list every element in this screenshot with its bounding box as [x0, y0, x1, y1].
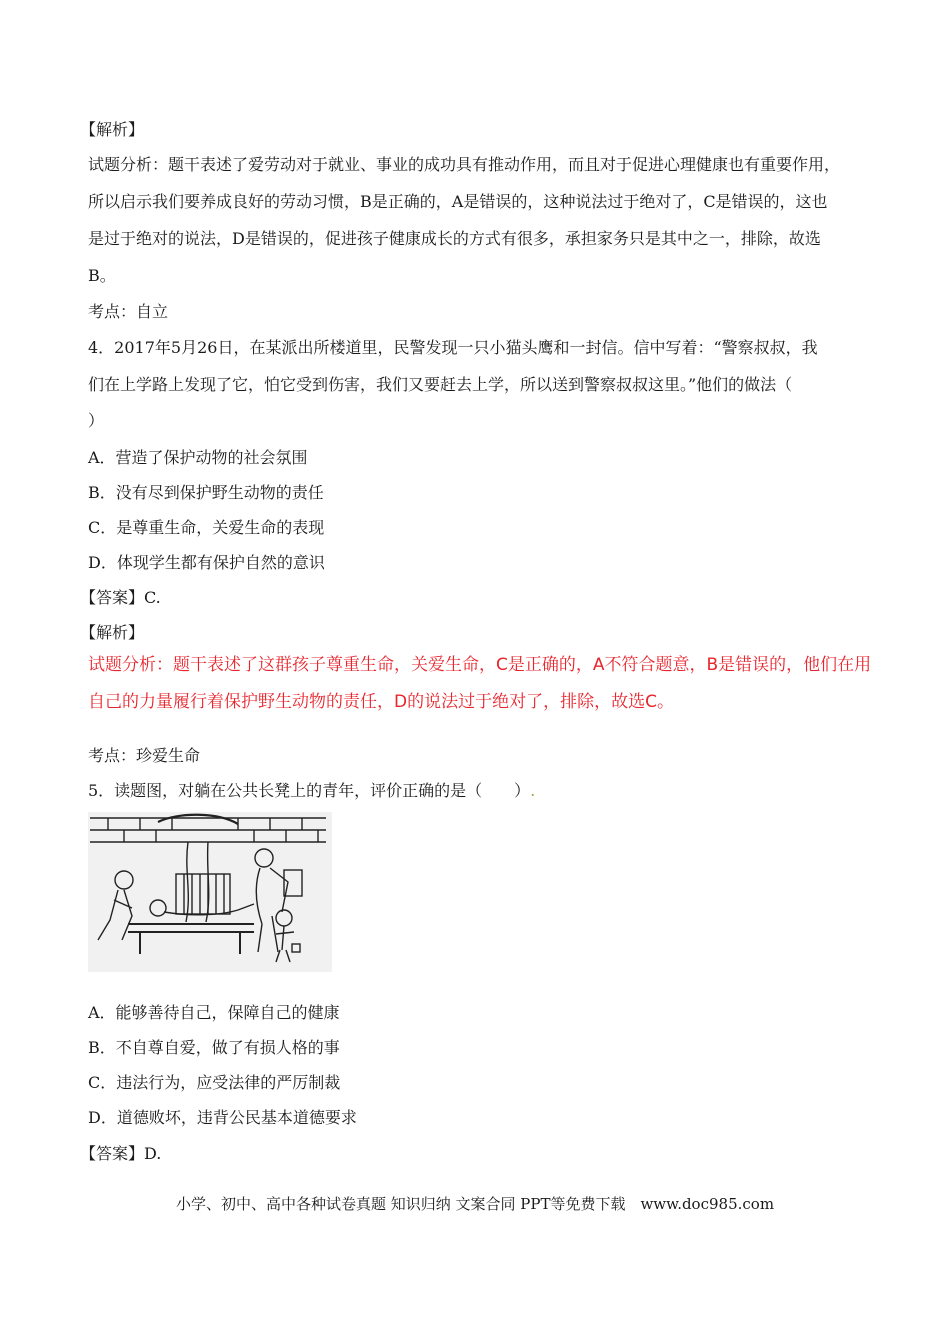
stem-dot: . [530, 781, 536, 800]
analysis-line-highlighted: 自己的力量履行着保护野生动物的责任，D的说法过于绝对了，排除，故选C。 [88, 692, 674, 712]
analysis-line: 试题分析：题干表述了爱劳动对于就业、事业的成功具有推动作用，而且对于促进心理健康也有重要作用， [88, 155, 841, 174]
analysis-line: 所以启示我们要养成良好的劳动习惯，B是正确的，A是错误的，这种说法过于绝对了，C是错误的，这也 [88, 192, 828, 211]
option-a: A．营造了保护动物的社会氛围 [88, 448, 308, 467]
page-footer: 小学、初中、高中各种试卷真题 知识归纳 文案合同 PPT等免费下载 www.doc985.com [175, 1195, 775, 1213]
kaodian: 考点：自立 [88, 302, 169, 321]
option-c: C．违法行为，应受法律的严厉制裁 [88, 1073, 341, 1092]
question-4-stem: 们在上学路上发现了它，怕它受到伤害，我们又要赶去上学，所以送到警察叔叔这里。”他们的做法（ [88, 375, 793, 394]
option-d: D．体现学生都有保护自然的意识 [88, 553, 325, 572]
kaodian: 考点：珍爱生命 [88, 746, 201, 765]
question-5-stem [88, 781, 535, 801]
analysis-line: B。 [88, 266, 116, 285]
question-5-stem-text: 5．读题图，对躺在公共长凳上的青年，评价正确的是（ ） [88, 781, 531, 800]
question-4-stem: ） [88, 411, 105, 430]
option-d: D．道德败坏，违背公民基本道德要求 [88, 1108, 357, 1127]
cartoon-bench-illustration-icon [88, 812, 332, 972]
option-a: A．能够善待自己，保障自己的健康 [88, 1003, 340, 1022]
answer: 【答案】D. [80, 1144, 162, 1163]
option-b: B．不自尊自爱，做了有损人格的事 [88, 1038, 340, 1057]
option-b: B．没有尽到保护野生动物的责任 [88, 483, 324, 502]
answer: 【答案】C. [80, 588, 161, 607]
analysis-line: 是过于绝对的说法，D是错误的，促进孩子健康成长的方式有很多，承担家务只是其中之一，排除，故选 [88, 229, 821, 248]
analysis-tag: 【解析】 [80, 120, 145, 139]
question-4-stem: 4．2017年5月26日，在某派出所楼道里，民警发现一只小猫头鹰和一封信。信中写着：“警察叔叔，我 [88, 338, 818, 357]
option-c: C．是尊重生命，关爱生命的表现 [88, 518, 325, 537]
analysis-tag: 【解析】 [80, 623, 145, 642]
analysis-line-highlighted: 试题分析：题干表述了这群孩子尊重生命，关爱生命，C是正确的，A不符合题意，B是错误的，他们在用 [88, 655, 872, 675]
